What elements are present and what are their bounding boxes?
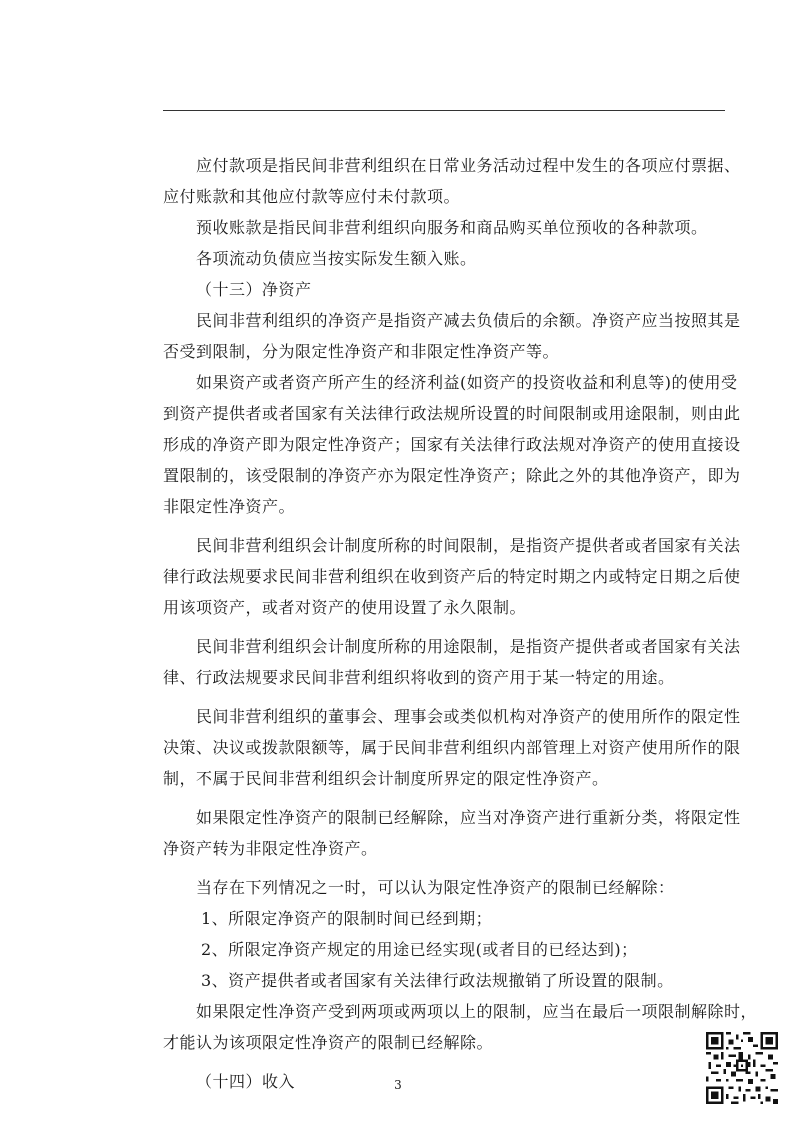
- paragraph-line: 否受到限制，分为限定性净资产和非限定性净资产等。: [163, 342, 560, 361]
- paragraph-line: 才能认为该项限定性净资产的限制已经解除。: [163, 1033, 494, 1052]
- page-number: 3: [394, 1078, 402, 1092]
- list-item: 1、所限定净资产的限制时间已经到期；: [201, 909, 493, 928]
- paragraph-line: 制，不属于民间非营利组织会计制度所界定的限定性净资产。: [163, 769, 609, 788]
- paragraph-line: 如果限定性净资产受到两项或两项以上的限制，应当在最后一项限制解除时，: [196, 1002, 758, 1021]
- section-heading: （十四）收入: [196, 1072, 296, 1091]
- paragraph-line: 各项流动负债应当按实际发生额入账。: [196, 249, 477, 268]
- paragraph-line: 用该项资产，或者对资产的使用设置了永久限制。: [163, 598, 527, 617]
- paragraph-line: 到资产提供者或者国家有关法律行政法规所设置的时间限制或用途限制，则由此: [163, 404, 741, 423]
- paragraph-line: 决策、决议或拨款限额等，属于民间非营利组织内部管理上对资产使用所作的限: [163, 738, 741, 757]
- section-heading: （十三）净资产: [196, 280, 312, 299]
- qr-code-icon: [706, 1031, 778, 1105]
- paragraph-line: 应付账款和其他应付款等应付未付款项。: [163, 187, 461, 206]
- paragraph-line: 应付款项是指民间非营利组织在日常业务活动过程中发生的各项应付票据、: [196, 156, 741, 175]
- list-item: 2、所限定净资产规定的用途已经实现(或者目的已经达到)；: [201, 940, 638, 959]
- paragraph-line: 非限定性净资产。: [163, 497, 296, 516]
- paragraph-line: 净资产转为非限定性净资产。: [163, 839, 378, 858]
- paragraph-line: 如果限定性净资产的限制已经解除，应当对净资产进行重新分类，将限定性: [196, 808, 741, 827]
- paragraph-line: 形成的净资产即为限定性净资产；国家有关法律行政法规对净资产的使用直接设: [163, 435, 741, 454]
- paragraph-line: 律、行政法规要求民间非营利组织将收到的资产用于某一特定的用途。: [163, 668, 675, 687]
- paragraph-line: 民间非营利组织的董事会、理事会或类似机构对净资产的使用所作的限定性: [196, 707, 741, 726]
- paragraph-line: 置限制的，该受限制的净资产亦为限定性净资产；除此之外的其他净资产，即为: [163, 466, 741, 485]
- paragraph-line: 民间非营利组织的净资产是指资产减去负债后的余额。净资产应当按照其是: [196, 311, 741, 330]
- document-body: [163, 150, 758, 1097]
- paragraph-line: 民间非营利组织会计制度所称的时间限制，是指资产提供者或者国家有关法: [196, 536, 741, 555]
- paragraph-line: 如果资产或者资产所产生的经济利益(如资产的投资收益和利息等)的使用受: [196, 373, 738, 392]
- paragraph-line: 当存在下列情况之一时，可以认为限定性净资产的限制已经解除：: [196, 878, 675, 897]
- paragraph-line: 民间非营利组织会计制度所称的用途限制，是指资产提供者或者国家有关法: [196, 637, 741, 656]
- paragraph-line: 预收账款是指民间非营利组织向服务和商品购买单位预收的各种款项。: [196, 218, 708, 237]
- header-rule: [163, 110, 725, 111]
- list-item: 3、资产提供者或者国家有关法律行政法规撤销了所设置的限制。: [201, 971, 674, 990]
- paragraph-line: 律行政法规要求民间非营利组织在收到资产后的特定时期之内或特定日期之后使: [163, 567, 741, 586]
